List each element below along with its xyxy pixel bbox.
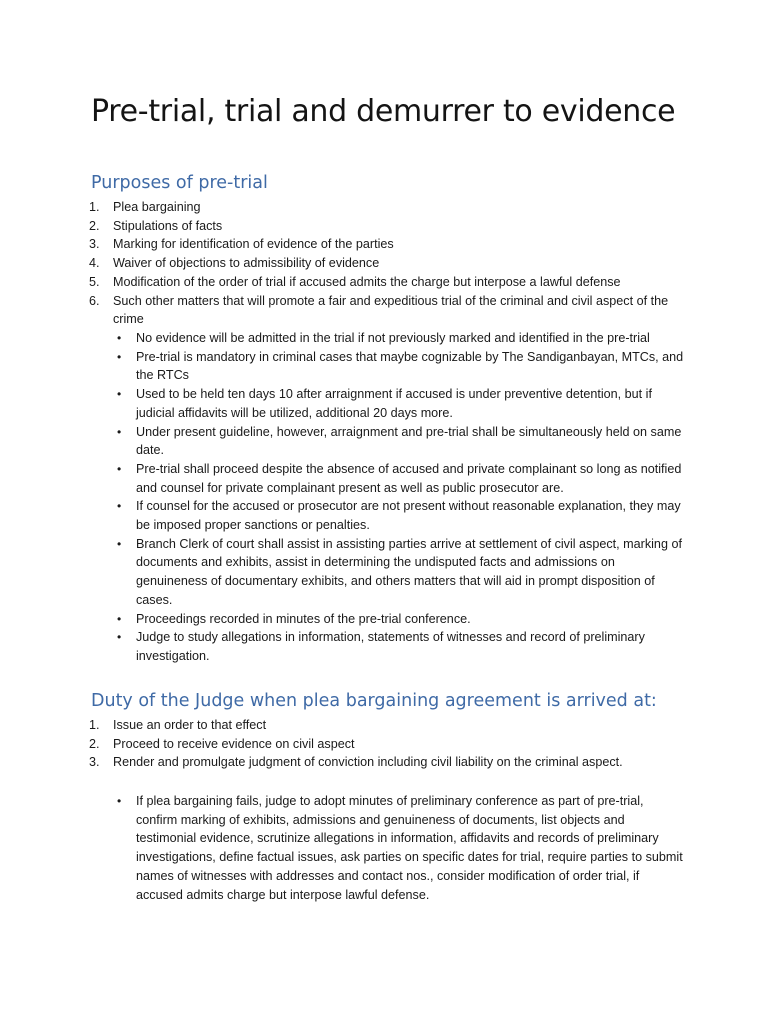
list-item-text: Issue an order to that effect bbox=[113, 718, 267, 732]
bullet-item bbox=[0, 460, 684, 497]
bullet-text: Used to be held ten days 10 after arraignment if accused is under preventive detention, but if judicial affidavits will be utilized, additional 20 days more. bbox=[136, 387, 652, 420]
bullet-item bbox=[0, 628, 684, 665]
bullet-item bbox=[0, 497, 684, 534]
bullet-icon: • bbox=[117, 630, 122, 645]
list-item-text: Proceed to receive evidence on civil aspect bbox=[113, 736, 355, 751]
list-item-text: Waiver of objections to admissibility of evidence bbox=[113, 256, 380, 271]
list-number: 2. bbox=[89, 736, 100, 751]
list-number: 5. bbox=[89, 274, 100, 289]
list-item-text: Modification of the order of trial if accused admits the charge but interpose a lawful defense bbox=[113, 274, 621, 289]
list-item bbox=[0, 254, 683, 273]
list-item-text: Stipulations of facts bbox=[113, 218, 223, 233]
bullet-text: Branch Clerk of court shall assist in assisting parties arrive at settlement of civil aspect, marking of documents and exhibits, assist in determining the undisputed facts and admissions on genuineness of documentary exhibits, and others matters that will aid in prompt disposition of cases. bbox=[136, 536, 682, 607]
bullet-item bbox=[0, 385, 684, 422]
section-heading-judge-duty: Duty of the Judge when plea bargaining agreement is arrived at: bbox=[91, 691, 657, 711]
list-number: 3. bbox=[89, 237, 100, 252]
bullet-item bbox=[0, 348, 684, 385]
bullet-item bbox=[0, 610, 684, 629]
list-item bbox=[0, 273, 693, 292]
pretrial-notes-list bbox=[0, 329, 684, 666]
bullet-icon: • bbox=[117, 794, 122, 808]
list-number: 6. bbox=[89, 293, 100, 308]
list-number: 3. bbox=[89, 755, 100, 770]
bullet-text: Judge to study allegations in information, statements of witnesses and record of preliminary investigation. bbox=[136, 630, 645, 663]
list-number: 1. bbox=[89, 718, 100, 732]
page-title: Pre-trial, trial and demurrer to evidence bbox=[91, 94, 676, 129]
bullet-icon: • bbox=[117, 387, 122, 402]
bullet-icon: • bbox=[117, 611, 122, 626]
bullet-icon: • bbox=[117, 349, 122, 364]
bullet-icon: • bbox=[117, 424, 122, 439]
bullet-item bbox=[0, 423, 684, 460]
list-item bbox=[0, 753, 693, 772]
bullet-item bbox=[0, 792, 684, 904]
section-heading-purposes: Purposes of pre-trial bbox=[91, 173, 268, 193]
bullet-icon: • bbox=[117, 461, 122, 476]
bullet-item bbox=[0, 329, 684, 348]
list-item bbox=[0, 217, 683, 236]
bullet-text: No evidence will be admitted in the trial if not previously marked and identified in the pre-trial bbox=[136, 331, 650, 345]
bullet-text: Proceedings recorded in minutes of the pre-trial conference. bbox=[136, 611, 471, 626]
bullet-text: Under present guideline, however, arraignment and pre-trial shall be simultaneously held on same date. bbox=[136, 424, 682, 458]
list-item bbox=[0, 235, 683, 254]
list-number: 1. bbox=[89, 200, 100, 214]
list-number: 4. bbox=[89, 256, 100, 271]
plea-fails-list bbox=[0, 792, 684, 904]
list-item-text: Render and promulgate judgment of conviction including civil liability on the criminal aspect. bbox=[113, 755, 623, 770]
list-number: 2. bbox=[89, 218, 100, 233]
list-item-text: Plea bargaining bbox=[113, 200, 201, 214]
bullet-icon: • bbox=[117, 536, 122, 551]
list-item bbox=[0, 716, 693, 735]
purposes-list bbox=[0, 198, 693, 329]
list-item-text: Such other matters that will promote a fair and expeditious trial of the criminal and civil aspect of the crime bbox=[113, 293, 669, 327]
bullet-text: Pre-trial shall proceed despite the absence of accused and private complainant so long as notified and counsel for private complainant present as well as public prosecutor are. bbox=[136, 461, 682, 495]
list-item bbox=[0, 735, 693, 754]
bullet-text: Pre-trial is mandatory in criminal cases that maybe cognizable by The Sandiganbayan, MTCs, and the RTCs bbox=[136, 349, 684, 383]
list-item bbox=[0, 292, 693, 329]
bullet-text: If counsel for the accused or prosecutor are not present without reasonable explanation, they may be imposed proper sanctions or penalties. bbox=[136, 499, 681, 533]
bullet-text: If plea bargaining fails, judge to adopt minutes of preliminary conference as part of pre-trial, confirm marking of exhibits, admissions and genuineness of documents, list objects and testimonial evidence, scrutinize allegations in information, affidavits and records of preliminary investigations, define factual issues, ask parties on specific dates for trial, require parties to submit names of witnesses with addresses and contact nos., consider modification of order trial, if accused admits charge but interpose lawful defense. bbox=[136, 794, 683, 902]
list-item-text: Marking for identification of evidence of the parties bbox=[113, 237, 394, 252]
bullet-icon: • bbox=[117, 331, 122, 345]
list-item bbox=[0, 198, 683, 217]
bullet-item bbox=[0, 535, 684, 610]
bullet-icon: • bbox=[117, 499, 122, 514]
judge-duty-list bbox=[0, 716, 693, 772]
